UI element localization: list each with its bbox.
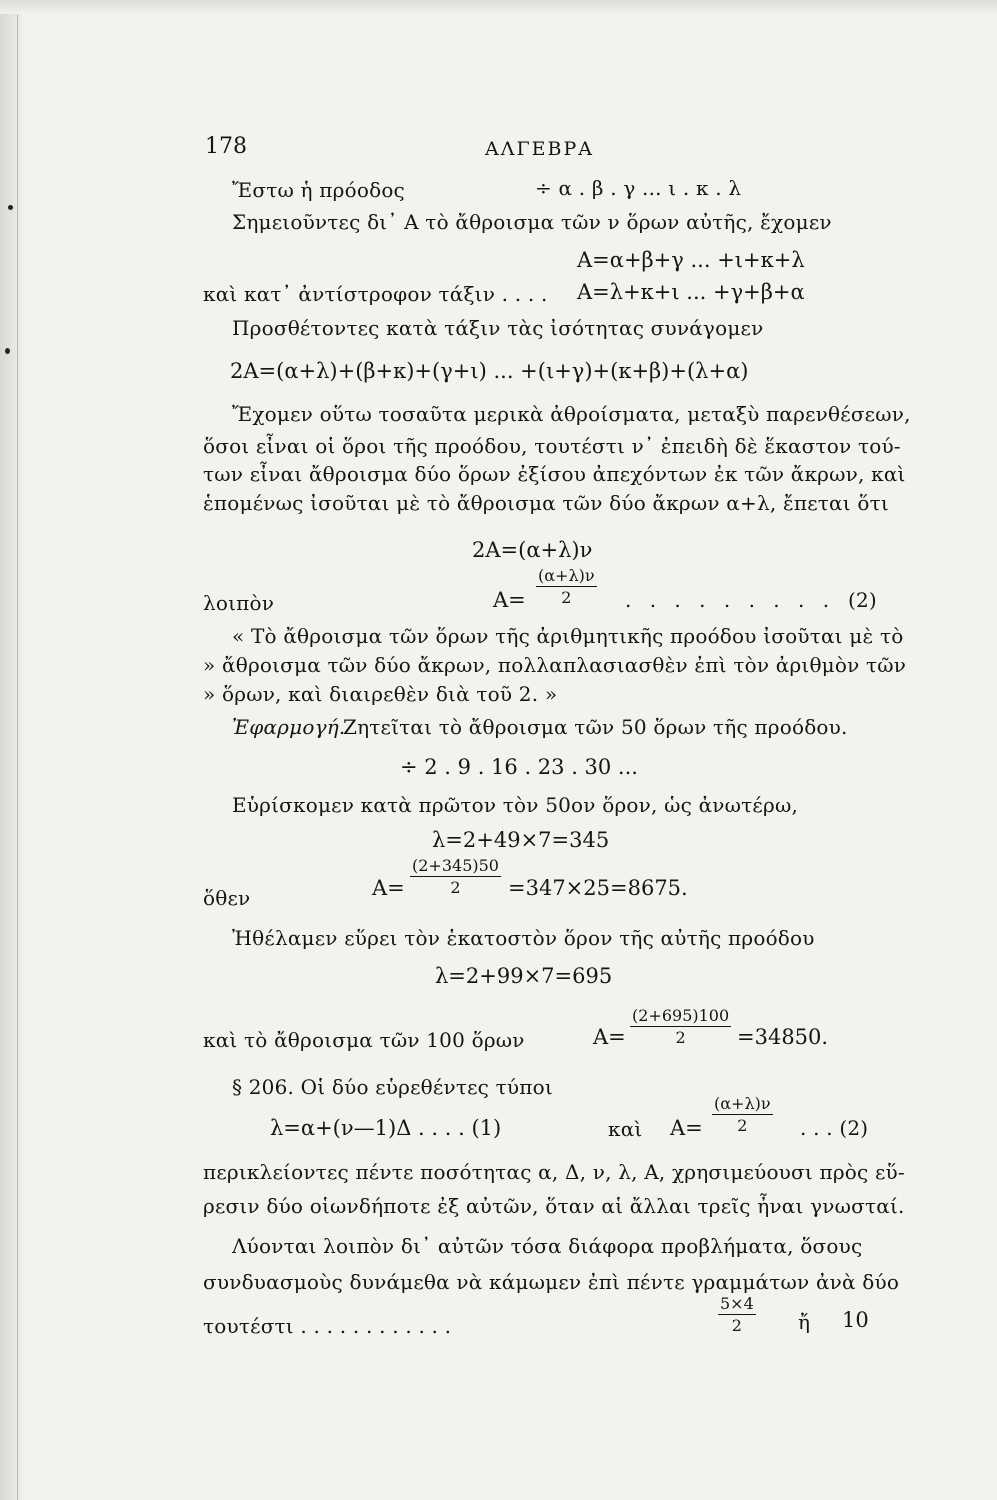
equation-lhs: Α= xyxy=(670,1116,703,1140)
page-number: 178 xyxy=(205,134,247,159)
dot-leader: . . . . . . . . . xyxy=(625,588,836,612)
page-edge-top xyxy=(0,0,997,14)
equation-lhs: Α= xyxy=(493,588,526,612)
text-line: λοιπὸν xyxy=(203,591,275,615)
paragraph-line: περικλείοντες πέντε ποσότητας α, Δ, ν, λ, Α, χρησιμεύουσι πρὸς εὕ- xyxy=(203,1160,905,1184)
quote-line: « Τὸ ἄθροισμα τῶν ὅρων τῆς ἀριθμητικῆς προόδου ἰσοῦται μὲ τὸ xyxy=(232,624,904,648)
paragraph-line: ρεσιν δύο οἱωνδήποτε ἐξ αὐτῶν, ὅταν αἱ ἄλλαι τρεῖς ἦναι γνωσταί. xyxy=(203,1194,905,1218)
text-line: Εὑρίσκομεν κατὰ πρῶτον τὸν 50ον ὅρον, ὡς ἀνωτέρω, xyxy=(232,793,799,817)
fraction-numerator: (2+345)50 xyxy=(412,856,499,875)
fraction-denominator: 2 xyxy=(561,588,572,607)
equation-tag: . . . (2) xyxy=(800,1116,869,1140)
progression-notation: ÷ α . β . γ ... ι . κ . λ xyxy=(535,176,742,200)
paragraph-line: ἑπομένως ἰσοῦται μὲ τὸ ἄθροισμα τῶν δύο ἄκρων α+λ, ἔπεται ὅτι xyxy=(203,491,889,515)
text-line: ὅθεν xyxy=(203,886,251,910)
application-label: Ἐφαρμογή. xyxy=(232,715,346,739)
paragraph-line: Ἔχομεν οὕτω τοσαῦτα μερικὰ ἀθροίσματα, μεταξὺ παρενθέσεων, xyxy=(232,402,911,426)
result-value: 10 xyxy=(842,1308,869,1332)
equation-lhs: Α= xyxy=(372,876,405,900)
fraction-numerator: (2+695)100 xyxy=(632,1006,730,1025)
fraction-denominator: 2 xyxy=(731,1316,742,1335)
ink-speck xyxy=(8,205,13,210)
text-line: τουτέστι . . . . . . . . . . . . xyxy=(203,1314,452,1338)
text-line: καὶ τὸ ἄθροισμα τῶν 100 ὅρων xyxy=(203,1028,525,1052)
text-line: Ζητεῖται τὸ ἄθροισμα τῶν 50 ὅρων τῆς προόδου. xyxy=(343,715,848,739)
section-heading: § 206. Οἱ δύο εὑρεθέντες τύποι xyxy=(232,1075,553,1099)
text-line: Ἠθέλαμεν εὕρει τὸν ἑκατοστὸν ὅρον τῆς αὐτῆς προόδου xyxy=(232,926,815,950)
quote-line: » ἄθροισμα τῶν δύο ἄκρων, πολλαπλασιασθὲν ἐπὶ τὸν ἀριθμὸν τῶν xyxy=(203,653,907,677)
paragraph-line: των εἶναι ἄθροισμα δύο ὅρων ἐξίσου ἀπεχόντων ἐκ τῶν ἄκρων, καὶ xyxy=(203,462,906,486)
page-edge xyxy=(0,0,22,1500)
text-line: Σημειοῦντες δι᾽ Α τὸ ἄθροισμα τῶν ν ὅρων αὐτῆς, ἔχομεν xyxy=(232,210,832,234)
text-line: ἤ xyxy=(798,1310,811,1334)
fraction-denominator: 2 xyxy=(450,878,461,897)
equation: λ=2+49×7=345 xyxy=(432,828,610,852)
equation-lhs: Α= xyxy=(593,1025,626,1049)
fraction xyxy=(712,1096,773,1134)
paragraph-line: συνδυασμοὺς δυνάμεθα νὰ κάμωμεν ἐπὶ πέντε γραμμάτων ἀνὰ δύο xyxy=(203,1270,900,1294)
paragraph-line: ὅσοι εἶναι οἱ ὅροι τῆς προόδου, τουτέστι ν᾽ ἐπειδὴ δὲ ἕκαστον τού- xyxy=(203,434,901,458)
equation: 2Α=(α+λ)+(β+κ)+(γ+ι) ... +(ι+γ)+(κ+β)+(λ+α) xyxy=(230,359,749,383)
quote-line: » ὅρων, καὶ διαιρεθὲν διὰ τοῦ 2. » xyxy=(203,682,558,706)
equation-rhs: =347×25=8675. xyxy=(508,876,688,900)
text-line: καὶ xyxy=(608,1117,643,1141)
fraction xyxy=(410,858,501,896)
formula-1: λ=α+(ν—1)Δ . . . . (1) xyxy=(270,1116,502,1140)
fraction xyxy=(718,1296,756,1334)
fraction xyxy=(630,1008,731,1046)
equation-tag: (2) xyxy=(848,588,877,612)
equation: 2Α=(α+λ)ν xyxy=(472,538,593,562)
ink-speck xyxy=(5,348,10,354)
text-line: καὶ κατ᾽ ἀντίστροφον τάξιν . . . . xyxy=(203,282,548,306)
fraction-denominator: 2 xyxy=(675,1028,686,1047)
text-line: Προσθέτοντες κατὰ τάξιν τὰς ἰσότητας συνάγομεν xyxy=(232,316,764,340)
sequence: ÷ 2 . 9 . 16 . 23 . 30 ... xyxy=(400,755,638,779)
text-line: Ἔστω ἡ πρόοδος xyxy=(232,178,405,202)
equation: λ=2+99×7=695 xyxy=(435,964,613,988)
fraction xyxy=(536,568,597,606)
running-title: ΑΛΓΕΒΡΑ xyxy=(485,138,594,160)
equation: Α=λ+κ+ι ... +γ+β+α xyxy=(577,280,805,304)
fraction-numerator: 5×4 xyxy=(720,1294,754,1313)
fraction-numerator: (α+λ)ν xyxy=(538,566,595,585)
equation-rhs: =34850. xyxy=(737,1025,829,1049)
fraction-numerator: (α+λ)ν xyxy=(714,1094,771,1113)
paragraph-line: Λύονται λοιπὸν δι᾽ αὐτῶν τόσα διάφορα προβλήματα, ὅσους xyxy=(232,1234,863,1258)
equation: Α=α+β+γ ... +ι+κ+λ xyxy=(577,248,805,272)
fraction-denominator: 2 xyxy=(737,1116,748,1135)
